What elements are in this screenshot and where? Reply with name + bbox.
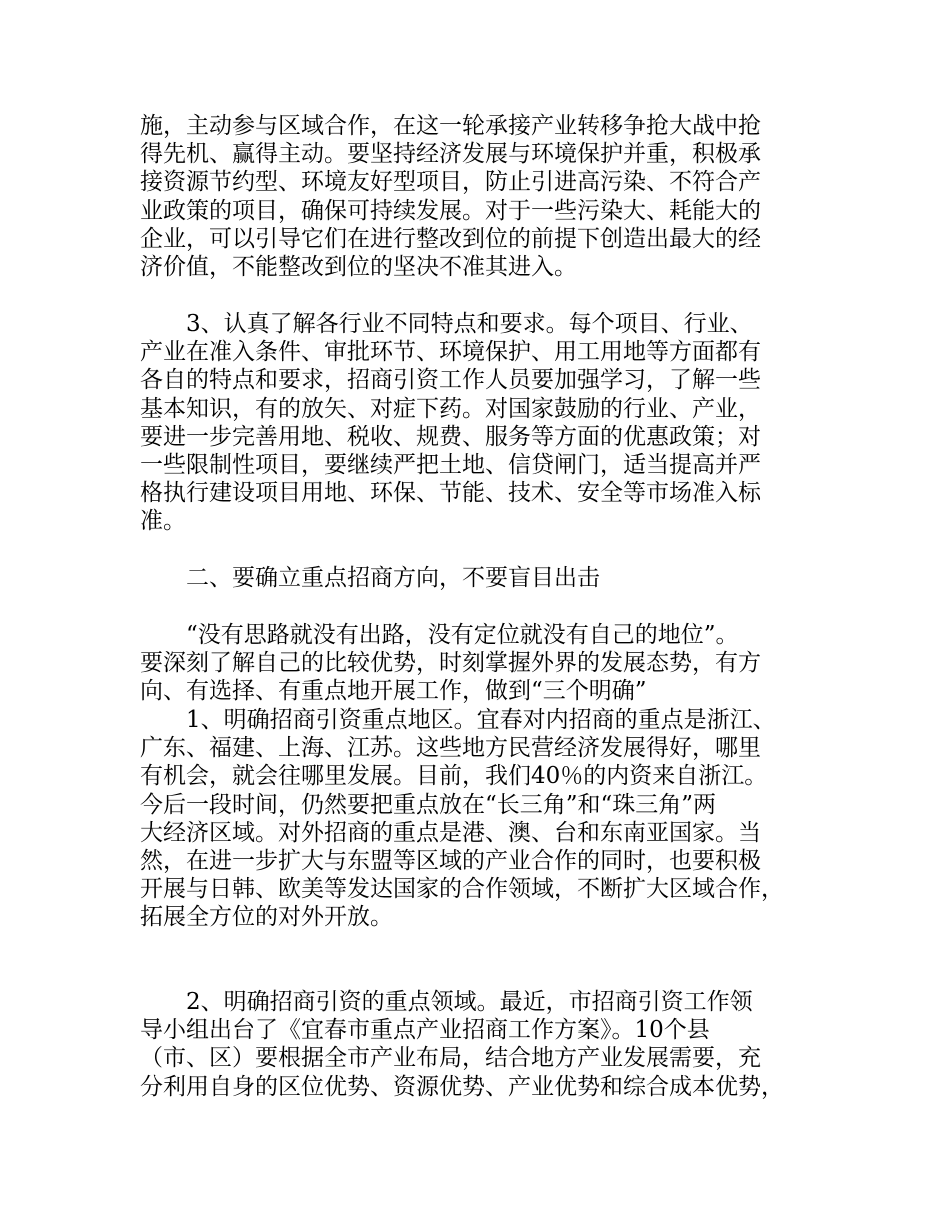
text-line: 格执行建设项目用地、环保、节能、技术、安全等市场准入标 [140,480,761,507]
text-line: 得先机、赢得主动。要坚持经济发展与环境保护并重，积极承 [140,141,761,168]
text-line: 一些限制性项目，要继续严把土地、信贷闸门，适当提高并严 [140,452,761,479]
text-line: （市、区）要根据全市产业布局，结合地方产业发展需要，充 [140,1045,761,1072]
text-line: 有机会，就会往哪里发展。目前，我们40％的内资来自浙江。 [140,763,768,790]
text-line: 要深刻了解自己的比较优势，时刻掌握外界的发展态势，有方 [140,650,761,677]
text-line: 开展与日韩、欧美等发达国家的合作领域，不断扩大区域合作， [140,876,784,903]
text-line: 基本知识，有的放矢、对症下药。对国家鼓励的行业、产业， [140,395,761,422]
paragraph-key-fields [140,988,830,1101]
text-line: 济价值，不能整改到位的坚决不准其进入。 [140,254,577,281]
text-line: “没有思路就没有出路，没有定位就没有自己的地位”。 [140,622,739,648]
paragraph-industry-requirements [140,310,830,536]
text-line: 1、明确招商引资重点地区。宜春对内招商的重点是浙江、 [140,707,776,733]
text-line: 产业在准入条件、审批环节、环境保护、用工用地等方面都有 [140,339,761,366]
heading-line: 二、要确立重点招商方向，不要盲目出击 [140,565,600,591]
paragraph-direction [140,621,830,706]
text-line: 业政策的项目，确保可持续发展。对于一些污染大、耗能大的 [140,197,761,224]
text-line: 施，主动参与区域合作，在这一轮承接产业转移争抢大战中抢 [140,113,761,139]
text-line: 接资源节约型、环境友好型项目，防止引进高污染、不符合产 [140,169,761,196]
text-line: 准。 [140,508,186,535]
text-line: 大经济区域。对外招商的重点是港、澳、台和东南亚国家。当 [140,819,761,846]
text-line: 广东、福建、上海、江苏。这些地方民营经济发展得好，哪里 [140,735,761,762]
text-line: 3、认真了解各行业不同特点和要求。每个项目、行业、 [140,311,753,337]
text-line: 企业，可以引导它们在进行整改到位的前提下创造出最大的经 [140,225,761,252]
text-line: 2、明确招商引资的重点领域。最近，市招商引资工作领 [140,989,753,1015]
paragraph-key-regions [140,706,830,932]
text-line: 要进一步完善用地、税收、规费、服务等方面的优惠政策；对 [140,423,761,450]
section-heading [140,564,830,592]
text-line: 向、有选择、有重点地开展工作，做到“三个明确” [140,678,647,705]
text-line: 然，在进一步扩大与东盟等区域的产业合作的同时，也要积极 [140,848,761,875]
paragraph-continuation [140,112,830,281]
text-line: 拓展全方位的对外开放。 [140,904,393,931]
text-line: 各自的特点和要求，招商引资工作人员要加强学习，了解一些 [140,367,761,394]
text-line: 导小组出台了《宜春市重点产业招商工作方案》。10个县 [140,1017,710,1044]
text-line: 今后一段时间，仍然要把重点放在“长三角”和“珠三角”两 [140,791,717,818]
text-line: 分利用自身的区位优势、资源优势、产业优势和综合成本优势， [140,1073,784,1100]
